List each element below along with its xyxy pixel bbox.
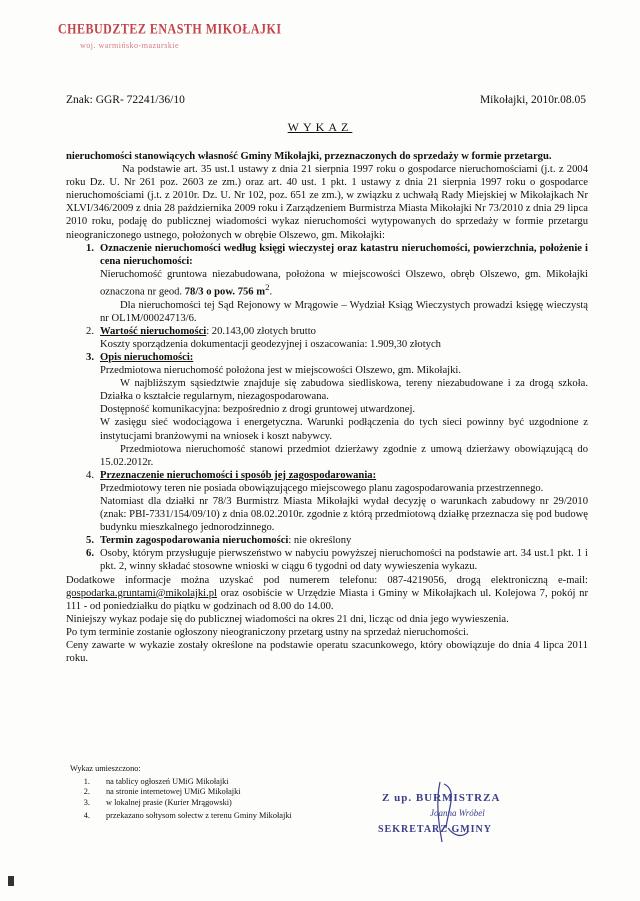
document-body [66, 150, 588, 665]
item-paragraph: Dla nieruchomości tej Sąd Rejonowy w Mrągowie – Wydział Ksiąg Wieczystych prowadzi księgę wieczystą nr OL1M/00024713/6. [100, 299, 588, 324]
item-4 [66, 469, 588, 534]
list-item: 4. przekazano sołtysom sołectw z terenu Gminy Mikołajki [83, 811, 292, 820]
item-paragraph: Koszty sporządzenia dokumentacji geodezyjnej i oszacowania: 1.909,30 złotych [100, 338, 441, 350]
item-paragraph: W najbliższym sąsiedztwie znajduje się zabudowa siedliskowa, tereny niezabudowane i za drogą szkoła. Działka o kształcie regularnym, niezagospodarowana. [100, 378, 588, 403]
item-paragraph: Przedmiotowa nieruchomość stanowi przedmiot dzierżawy zgodnie z umową dzierżawy obowiązującą do 15.02.2012r. [100, 443, 588, 468]
item-paragraph: W zasięgu sieć wodociągowa i energetyczna. Warunki podłączenia do tych sieci powinny być uzgodnione z instytucjami branżowymi na wniosek i koszt nabywcy. [100, 417, 588, 442]
item-paragraph: Nieruchomość gruntowa niezabudowana, położona w miejscowości Olszewo, obręb Olszewo, gm. Mikołajki oznaczona nr geod. 78/3 o pow. 756 $m^2$. [100, 268, 588, 298]
item-number: 1. [86, 242, 94, 254]
item-heading: Opis nieruchomości: [100, 351, 194, 363]
item-2 [66, 325, 588, 351]
property-value: : 20.143,00 złotych brutto [206, 325, 316, 337]
item-number: 2. [86, 325, 94, 337]
signature-line-1: Z up. BURMISTRZA [382, 792, 501, 804]
list-item: 2. na stronie internetowej UMiG Mikołajki [83, 787, 241, 796]
document-date: Mikołajki, 2010r.08.05 [479, 94, 586, 106]
valuation-note: Ceny zawarte w wykazie zostały określone na podstawie operatu szacunkowego, który obowiązuje do dnia 4 lipca 2011 roku. [66, 640, 588, 665]
item-paragraph: Natomiast dla działki nr 78/3 Burmistrz Miasta Mikołajki wydał decyzję o warunkach zabudowy nr 29/2010 (znak: PBI-7331/154/09/10) z dnia 08.02.2010r. zgodnie z którą przedmiotową działkę przeznacza się pod budowę budynku mieszkalnego jednorodzinnego. [100, 495, 588, 534]
item-3 [66, 351, 588, 469]
parcel-area: 78/3 o pow. 756 m [184, 286, 266, 298]
contact-info: Dodatkowe informacje można uzyskać pod numerem telefonu: 087-4219056, drogą elektroniczną e-mail: gospodarka.gruntami@mikolajki.pl oraz osobiście w Urzędzie Miasta i Gminy w Mikołajkach ul. Kolejowa 7, pokój nr 111 - od poniedziałku do piątku w godzinach od 8.00 do 14.00. [66, 574, 588, 612]
publication-period: Niniejszy wykaz podaje się do publicznej wiadomości na okres 21 dni, licząc od dnia jego wywieszenia. [66, 613, 509, 625]
intro-heading: nieruchomości stanowiących własność Gminy Mikołajki, przeznaczonych do sprzedaży w formie przetargu. [66, 151, 552, 162]
item-number: 3. [86, 351, 94, 363]
item-heading: Wartość nieruchomości [100, 325, 207, 337]
item-paragraph [100, 325, 588, 338]
item-heading: Termin zagospodarowania nieruchomości [100, 535, 289, 547]
item-paragraph: Osoby, którym przysługuje pierwszeństwo w nabyciu powyższej nieruchomości na podstawie art. 34 ust.1 pkt. 1 i pkt. 2, winny składać stosowne wnioski w ciągu 6 tygodni od daty wywieszenia wykazu. [100, 548, 588, 573]
email-link[interactable]: gospodarka.gruntami@mikolajki.pl [66, 587, 217, 599]
item-paragraph: Przedmiotowa nieruchomość położona jest w miejscowości Olszewo, gm. Mikołajki. [100, 365, 461, 377]
item-6 [66, 547, 588, 573]
development-term: : nie określony [288, 535, 352, 547]
scan-edge-mark [8, 876, 14, 886]
item-number: 4. [86, 469, 94, 481]
posting-list [70, 764, 292, 822]
list-item: 3. w lokalnej prasie (Kurier Mrągowski) [83, 797, 232, 807]
stamp-line-2: woj. warmińsko-mazurskie [80, 41, 180, 50]
document-title: WYKAZ [287, 120, 353, 134]
item-heading: Oznaczenie nieruchomości według księgi wieczystej oraz katastru nieruchomości, powierzchnia, położenie i cena nieruchomości: [100, 242, 588, 267]
reference-number: Znak: GGR- 72241/36/10 [66, 94, 185, 106]
item-5 [66, 534, 588, 547]
signature-line-3: SEKRETARZ GMINY [378, 824, 492, 835]
item-paragraph: Przedmiotowy teren nie posiada obowiązującego miejscowego planu zagospodarowania przestrzennego. [100, 482, 544, 494]
posting-list-heading: Wykaz umieszczono: [70, 764, 141, 773]
intro-body: Na podstawie art. 35 ust.1 ustawy z dnia 21 sierpnia 1997 roku o gospodarce nieruchomościami (j.t. z 2004 roku Dz. U. Nr 261 poz. 2603 ze zm.) oraz art. 40 ust. 1 pkt. 1 ustawy z dnia 21 sierpnia 1997 roku o gospodarce nieruchomościami (j.t. z 2010r. Dz. U. Nr 102, poz. 651 ze zm.), w związku z uchwałą Rady Miejskiej w Mikołajkach Nr XLVI/346/2009 z dnia 28 października 2009 roku i Zarządzeniem Burmistrza Miasta Mikołajki Nr 73/2010 z dnia 29 lipca 2010 roku, podaję do publicznej wiadomości wykaz nieruchomości wytypowanych do sprzedaży w formie przetargu nieograniczonego ustnego, położonych w obrębie Olszewo, gm. Mikołajki: [66, 164, 588, 241]
item-heading: Przeznaczenie nieruchomości i sposób jej zagospodarowania: [100, 469, 377, 481]
stamp-line-1: CHEBUDZTEZ ENASTH MIKOŁAJKI [58, 20, 282, 38]
item-number: 5. [86, 535, 94, 547]
signature-stamp [378, 780, 528, 850]
tender-notice: Po tym terminie zostanie ogłoszony nieograniczony przetarg ustny na sprzedaż nieruchomości. [66, 626, 469, 638]
item-paragraph [100, 534, 588, 547]
area-unit-sup: 2 [265, 281, 270, 292]
item-1 [66, 242, 588, 325]
list-item: 1. na tablicy ogłoszeń UMiG Mikołajki [83, 776, 229, 786]
header-stamp [58, 22, 282, 50]
signature-name: Joanna Wróbel [430, 808, 485, 818]
item-paragraph: Dostępność komunikacyjna: bezpośrednio z drogi gruntowej utwardzonej. [100, 404, 416, 416]
item-number: 6. [86, 548, 94, 560]
